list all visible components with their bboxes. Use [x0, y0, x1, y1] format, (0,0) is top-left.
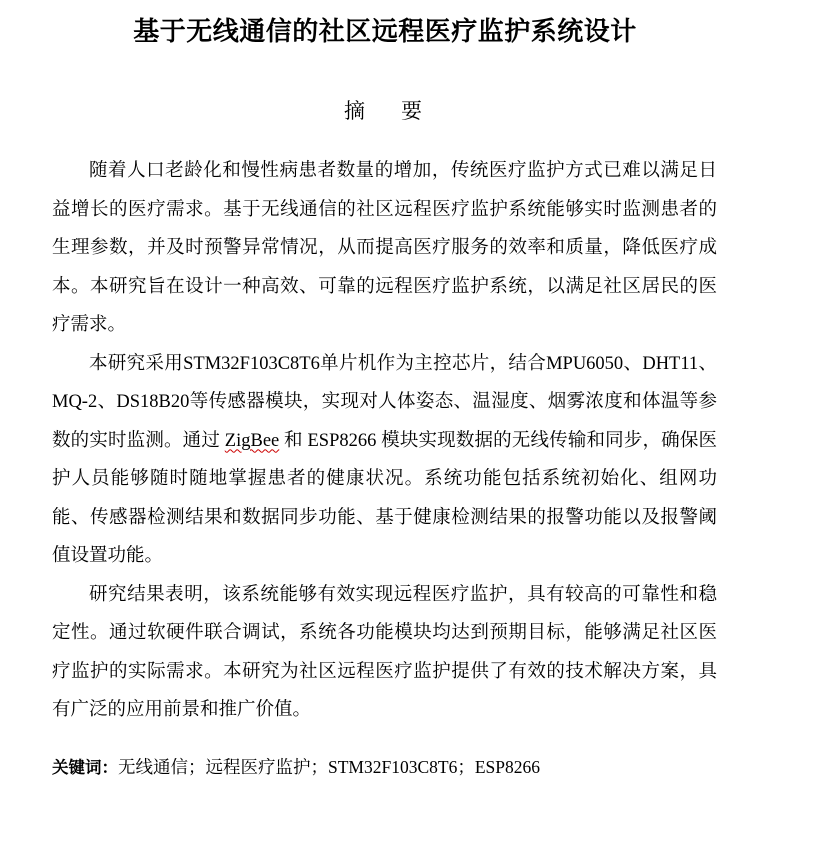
paragraph-2-text-after: 和 ESP8266 模块实现数据的无线传输和同步，确保医护人员能够随时随地掌握患者的健康状况。系统功能包括系统初始化、组网功能、传感器检测结果和数据同步功能、基于健康检测结果的报警功能以及报警阈值设置功能。: [52, 430, 717, 566]
abstract-paragraph-3: 研究结果表明，该系统能够有效实现远程医疗监护，具有较高的可靠性和稳定性。通过软硬件联合调试，系统各功能模块均达到预期目标，能够满足社区医疗监护的实际需求。本研究为社区远程医疗监护提供了有效的技术解决方案，具有广泛的应用前景和推广价值。: [52, 584, 717, 720]
abstract-paragraph-2: [52, 345, 717, 576]
abstract-heading-char-2: 要: [401, 99, 422, 123]
keywords-line: [52, 753, 540, 782]
abstract-paragraph-1: 随着人口老龄化和慢性病患者数量的增加，传统医疗监护方式已难以满足日益增长的医疗需求。基于无线通信的社区远程医疗监护系统能够实时监测患者的生理参数，并及时预警异常情况，从而提高医疗服务的效率和质量，降低医疗成本。本研究旨在设计一种高效、可靠的远程医疗监护系统，以满足社区居民的医疗需求。: [52, 161, 717, 335]
abstract-heading-char-1: 摘: [344, 99, 365, 123]
document-title: 基于无线通信的社区远程医疗监护系统设计: [133, 17, 637, 47]
keywords-label: 关键词：: [52, 758, 118, 777]
spellcheck-underlined-word[interactable]: ZigBee: [224, 430, 280, 451]
paragraph-2-text-before: 本研究采用STM32F103C8T6单片机作为主控芯片，结合MPU6050、DHT11、MQ-2、DS18B20等传感器模块，实现对人体姿态、温湿度、烟雾浓度和体温等参数的实时监测。通过: [52, 353, 717, 451]
keywords-value: 无线通信；远程医疗监护；STM32F103C8T6；ESP8266: [118, 757, 540, 777]
abstract-body: [52, 152, 717, 730]
abstract-heading: [0, 96, 766, 126]
